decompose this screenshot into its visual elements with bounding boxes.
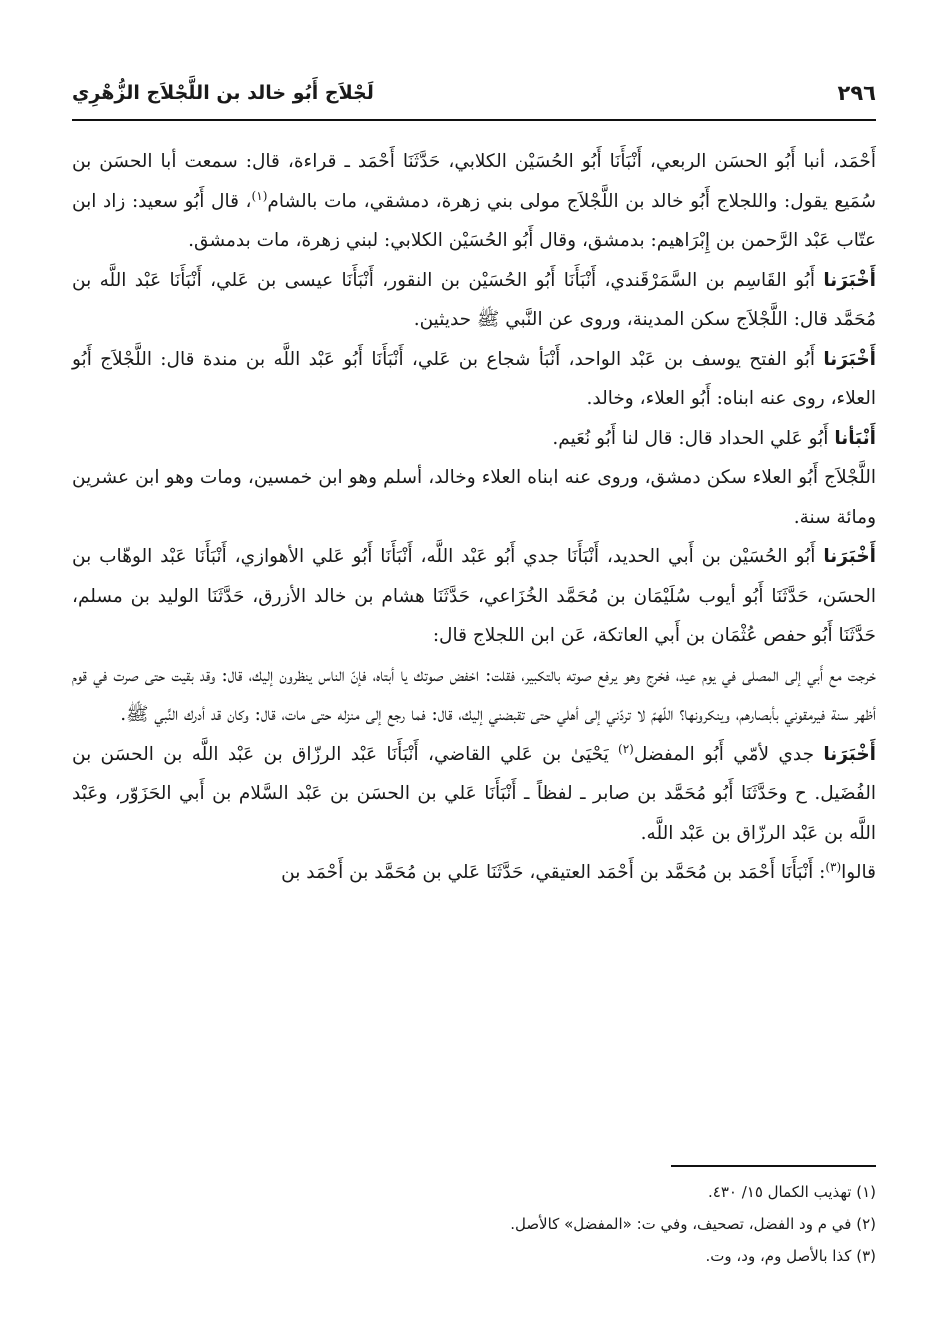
paragraph-lead: أَخْبَرَنا [823,348,876,370]
paragraph-text: قالوا [841,862,876,883]
footnote-rule [671,1165,876,1167]
paragraph-lead: أَنْبَأنا [834,427,876,449]
paragraph-3 [72,340,876,419]
paragraph-lead: أَخْبَرَنا [823,743,876,765]
running-title: لَجْلاَج أَبُو خالد بن اللَّجْلاَج الزُّهْرِي [72,82,374,104]
page-header [72,70,876,116]
paragraph-lead: أَخْبَرَنا [823,546,876,567]
paragraph-7 [72,656,876,735]
paragraph-text: أَبُو الحُسَيْن بن أَبي الحديد، أَنْبَأَنَا جدي أَبُو عَبْد اللَّه، أَنْبَأَنَا أَبُو عَلي الأهوازي، أَنْبَأَنَا عَبْد الوهّاب بن الحسَن، حَدَّثَنَا أَبُو أيوب سُلَيْمَان بن مُحَمَّد الخُزَاعي، حَدَّثَنَا هشام بن خالد الأزرق، حَدَّثَنَا الوليد بن مسلم، حَدَّثَنَا أَبُو حفص عُثْمَان بن أَبي العاتكة، عَن ابن اللجلاج قال: [72,546,876,646]
footnote-ref-2: (٢) [618,741,634,756]
main-text [72,142,876,893]
paragraph-text: أَبُو عَلي الحداد قال: قال لنا أَبُو نُعَيم. [552,427,835,449]
paragraph-5 [72,458,876,537]
footnotes [72,1176,876,1272]
paragraph-text: أَحْمَد، أنبا أَبُو الحسَن الربعي، أَنْبَأَنَا أَبُو الحُسَيْن الكلابي، حَدَّثَنَا أَحْمَد ـ قراءة، قال: سمعت أبا الحسَن بن سُمَيع يقول: واللجلاج أَبُو خالد بن اللَّجْلاَج مولى بني زهرة، دمشقي، مات بالشام [72,151,877,212]
footnote-1: (١) تهذيب الكمال ١٥/ ٤٣٠. [707,1183,876,1201]
paragraph-lead: أَخْبَرَنا [823,269,876,291]
paragraph-4 [72,419,876,459]
page-number: ٢٩٦ [837,81,876,105]
paragraph-8 [72,735,876,854]
footnote-ref-1: (١) [251,188,268,203]
paragraph-text: أَبُو الفتح يوسف بن عَبْد الواحد، أَنْبَأ شجاع بن عَلي، أَنْبَأَنَا أَبُو عَبْد اللَّه بن مندة قال: اللَّجْلاَج أَبُو العلاء، روى عنه ابناه: أَبُو العلاء، وخالد. [72,348,876,409]
paragraph-9 [72,853,876,893]
footnote-3: (٣) كذا بالأصل وم، ود، وت. [705,1247,876,1265]
header-rule [72,119,876,121]
footnote-2: (٢) في م ود الفضل، تصحيف، وفي ت: «المفضل» كالأصل. [510,1215,876,1233]
paragraph-text-continued: ، قال أَبُو سعيد: زاد ابن عتّاب عَبْد الرَّحمن بن إِبْرَاهيم: بدمشق، وقال أَبُو الحُسَيْن الكلابي: لبني زهرة، مات بدمشق. [72,190,876,251]
footnote-ref-3: (٣) [825,859,842,874]
paragraph-6 [72,537,876,656]
paragraph-text: أَبُو القَاسِم بن السَّمَرْقَندي، أَنْبَأَنَا أَبُو الحُسَيْن بن النقور، أَنْبَأَنَا عيسى بن عَلي، أَنْبَأَنَا عَبْد اللَّه بن مُحَمَّد قال: اللَّجْلاَج سكن المدينة، وروى عن النَّبي ﷺ حديثين. [72,269,876,330]
paragraph-text: اللَّجْلاَج أَبُو العلاء سكن دمشق، وروى عنه ابناه العلاء وخالد، أسلم وهو ابن خمسين، ومات وهو ابن عشرين ومائة سنة. [72,467,876,528]
paragraph-text-continued: يَحْيَىٰ بن عَلي القاضي، أَنْبَأَنَا عَبْد الرزّاق بن عَبْد اللَّه بن الحسَن بن الفُضَيل. ح وحَدَّثَنَا أَبُو مُحَمَّد بن صابر ـ لفظاً ـ أَنْبَأَنَا عَلي بن الحسَن بن عَبْد السَّلام بن أَبي الحَزَوّر، وعَبْد اللَّه بن عَبْد الرزّاق بن عَبْد اللَّه. [72,743,876,844]
paragraph-text-continued: : أَنْبَأَنَا أَحْمَد بن مُحَمَّد بن أَحْمَد العتيقي، حَدَّثَنَا عَلي بن مُحَمَّد بن أَحْمَد بن [281,862,826,883]
paragraph-1 [72,142,876,261]
paragraph-text: جدي لأمّي أَبُو المفضل [633,743,824,765]
paragraph-2 [72,261,876,340]
paragraph-text: خرجت مع أَبي إلى المصلى في يوم عيد، فخرج وهو يرفع صوته بالتكبير، فقلت: اخفض صوتك يا أبتاه، فإنّ الناس ينظرون إليك، قال: وقد بقيت حتى صرت في قوم أظهر سنة فيرمقوني بأبصارهم، وينكرونها؟ اللّهمّ لا تردّني إلى أهلي حتى تقبضني إليك، قال: فما رجع إلى منزله حتى مات، قال: وكان قد أدرك النَّبي ﷺ. [72,664,876,725]
